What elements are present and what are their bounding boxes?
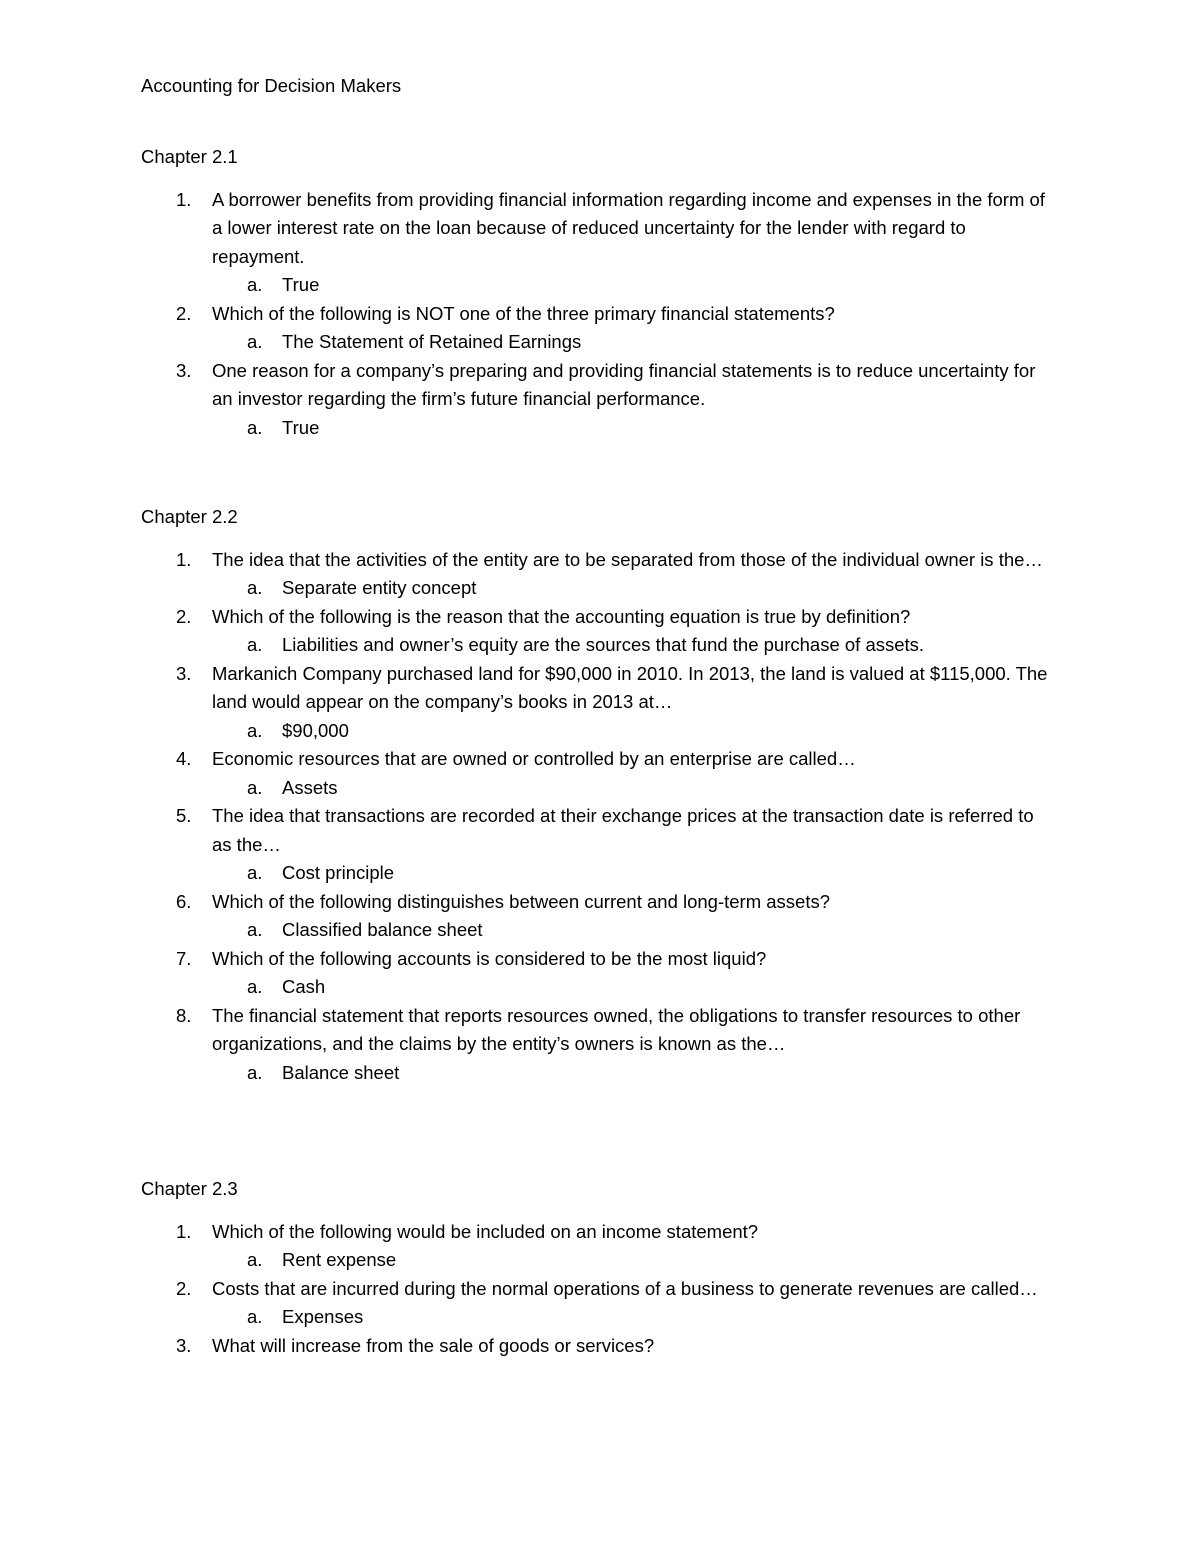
- answer-text: True: [282, 274, 320, 295]
- answer-item: [141, 717, 1051, 746]
- answer-item: [141, 973, 1051, 1002]
- answer-item: [141, 916, 1051, 945]
- question-item: [141, 300, 1051, 329]
- question-number: 3.: [176, 359, 192, 381]
- answer-text: $90,000: [282, 719, 349, 741]
- question-item: [141, 745, 1051, 774]
- answer-letter: a.: [247, 577, 263, 598]
- answer-item: [141, 328, 1051, 357]
- question-item: [141, 888, 1051, 917]
- question-item: [141, 357, 1051, 414]
- answer-item: [141, 1246, 1051, 1275]
- answer-item: [141, 271, 1051, 300]
- question-number: 7.: [176, 947, 192, 969]
- question-text: The financial statement that reports resources owned, the obligations to transfer resources to other organizations, and the claims by the entity’s owners is known as the…: [212, 1004, 1021, 1054]
- answer-text: Rent expense: [282, 1249, 397, 1270]
- answer-text: Cost principle: [282, 862, 395, 883]
- answer-item: [141, 1303, 1051, 1332]
- answer-item: [141, 631, 1051, 660]
- chapter-heading: Chapter 2.3: [141, 1178, 238, 1199]
- question-number: 3.: [176, 1334, 192, 1356]
- question-number: 1.: [176, 1220, 192, 1242]
- answer-text: Expenses: [282, 1306, 364, 1327]
- question-item: [141, 660, 1051, 717]
- question-number: 6.: [176, 890, 192, 912]
- question-item: [141, 603, 1051, 632]
- chapter-heading: Chapter 2.2: [141, 506, 238, 527]
- question-number: 1.: [176, 188, 192, 210]
- question-text: Which of the following is the reason that the accounting equation is true by definition?: [212, 605, 911, 627]
- question-number: 2.: [176, 1277, 192, 1299]
- question-text: Economic resources that are owned or controlled by an enterprise are called…: [212, 748, 856, 769]
- question-number: 1.: [176, 548, 192, 570]
- answer-item: [141, 859, 1051, 888]
- question-item: [141, 546, 1051, 575]
- question-number: 2.: [176, 605, 192, 627]
- chapter-section: [141, 1175, 1051, 1360]
- question-text: Which of the following would be included on an income statement?: [212, 1220, 759, 1242]
- question-number: 2.: [176, 302, 192, 324]
- question-text: Which of the following accounts is considered to be the most liquid?: [212, 947, 767, 969]
- question-item: [141, 186, 1051, 272]
- question-item: [141, 945, 1051, 974]
- answer-letter: a.: [247, 862, 263, 883]
- question-text: The idea that transactions are recorded at their exchange prices at the transaction date is referred to as the…: [212, 805, 1034, 855]
- answer-text: Classified balance sheet: [282, 919, 483, 940]
- answer-letter: a.: [247, 331, 263, 352]
- answer-text: Assets: [282, 776, 338, 798]
- answer-item: [141, 774, 1051, 803]
- answer-text: True: [282, 416, 320, 438]
- answer-text: Cash: [282, 976, 326, 997]
- chapter-section: [141, 503, 1051, 1087]
- question-text: Which of the following is NOT one of the three primary financial statements?: [212, 302, 835, 324]
- answer-letter: a.: [247, 719, 263, 741]
- question-number: 3.: [176, 662, 192, 684]
- question-number: 5.: [176, 805, 192, 826]
- question-number: 4.: [176, 748, 192, 769]
- document-title: Accounting for Decision Makers: [141, 75, 402, 96]
- answer-item: [141, 414, 1051, 443]
- answer-letter: a.: [247, 1061, 263, 1083]
- question-text: Markanich Company purchased land for $90,000 in 2010. In 2013, the land is valued at $115,000. The land would appear on the company’s books in 2013 at…: [212, 662, 1048, 712]
- question-text: What will increase from the sale of goods or services?: [212, 1334, 655, 1356]
- question-item: [141, 1218, 1051, 1247]
- question-text: A borrower benefits from providing financial information regarding income and expenses in the form of a lower interest rate on the loan because of reduced uncertainty for the lender with regard to repayment.: [212, 188, 1045, 267]
- question-text: The idea that the activities of the entity are to be separated from those of the individual owner is the…: [212, 548, 1043, 570]
- answer-letter: a.: [247, 1249, 263, 1270]
- answer-letter: a.: [247, 776, 263, 798]
- question-text: One reason for a company’s preparing and providing financial statements is to reduce uncertainty for an investor regarding the firm’s future financial performance.: [212, 359, 1036, 409]
- answer-text: Balance sheet: [282, 1061, 400, 1083]
- question-text: Which of the following distinguishes between current and long-term assets?: [212, 890, 831, 912]
- answer-text: The Statement of Retained Earnings: [282, 331, 582, 352]
- question-item: [141, 1275, 1051, 1304]
- answer-letter: a.: [247, 416, 263, 438]
- question-item: [141, 802, 1051, 859]
- answer-letter: a.: [247, 1306, 263, 1327]
- question-text: Costs that are incurred during the normal operations of a business to generate revenues are called…: [212, 1277, 1038, 1299]
- question-item: [141, 1002, 1051, 1059]
- answer-item: [141, 574, 1051, 603]
- chapter-heading: Chapter 2.1: [141, 146, 238, 167]
- answer-letter: a.: [247, 976, 263, 997]
- answer-letter: a.: [247, 274, 263, 295]
- chapter-section: [141, 143, 1051, 442]
- answer-text: Separate entity concept: [282, 577, 477, 598]
- answer-item: [141, 1059, 1051, 1088]
- answer-text: Liabilities and owner’s equity are the sources that fund the purchase of assets.: [282, 634, 925, 655]
- answer-letter: a.: [247, 919, 263, 940]
- question-number: 8.: [176, 1004, 192, 1026]
- question-item: [141, 1332, 1051, 1361]
- answer-letter: a.: [247, 634, 263, 655]
